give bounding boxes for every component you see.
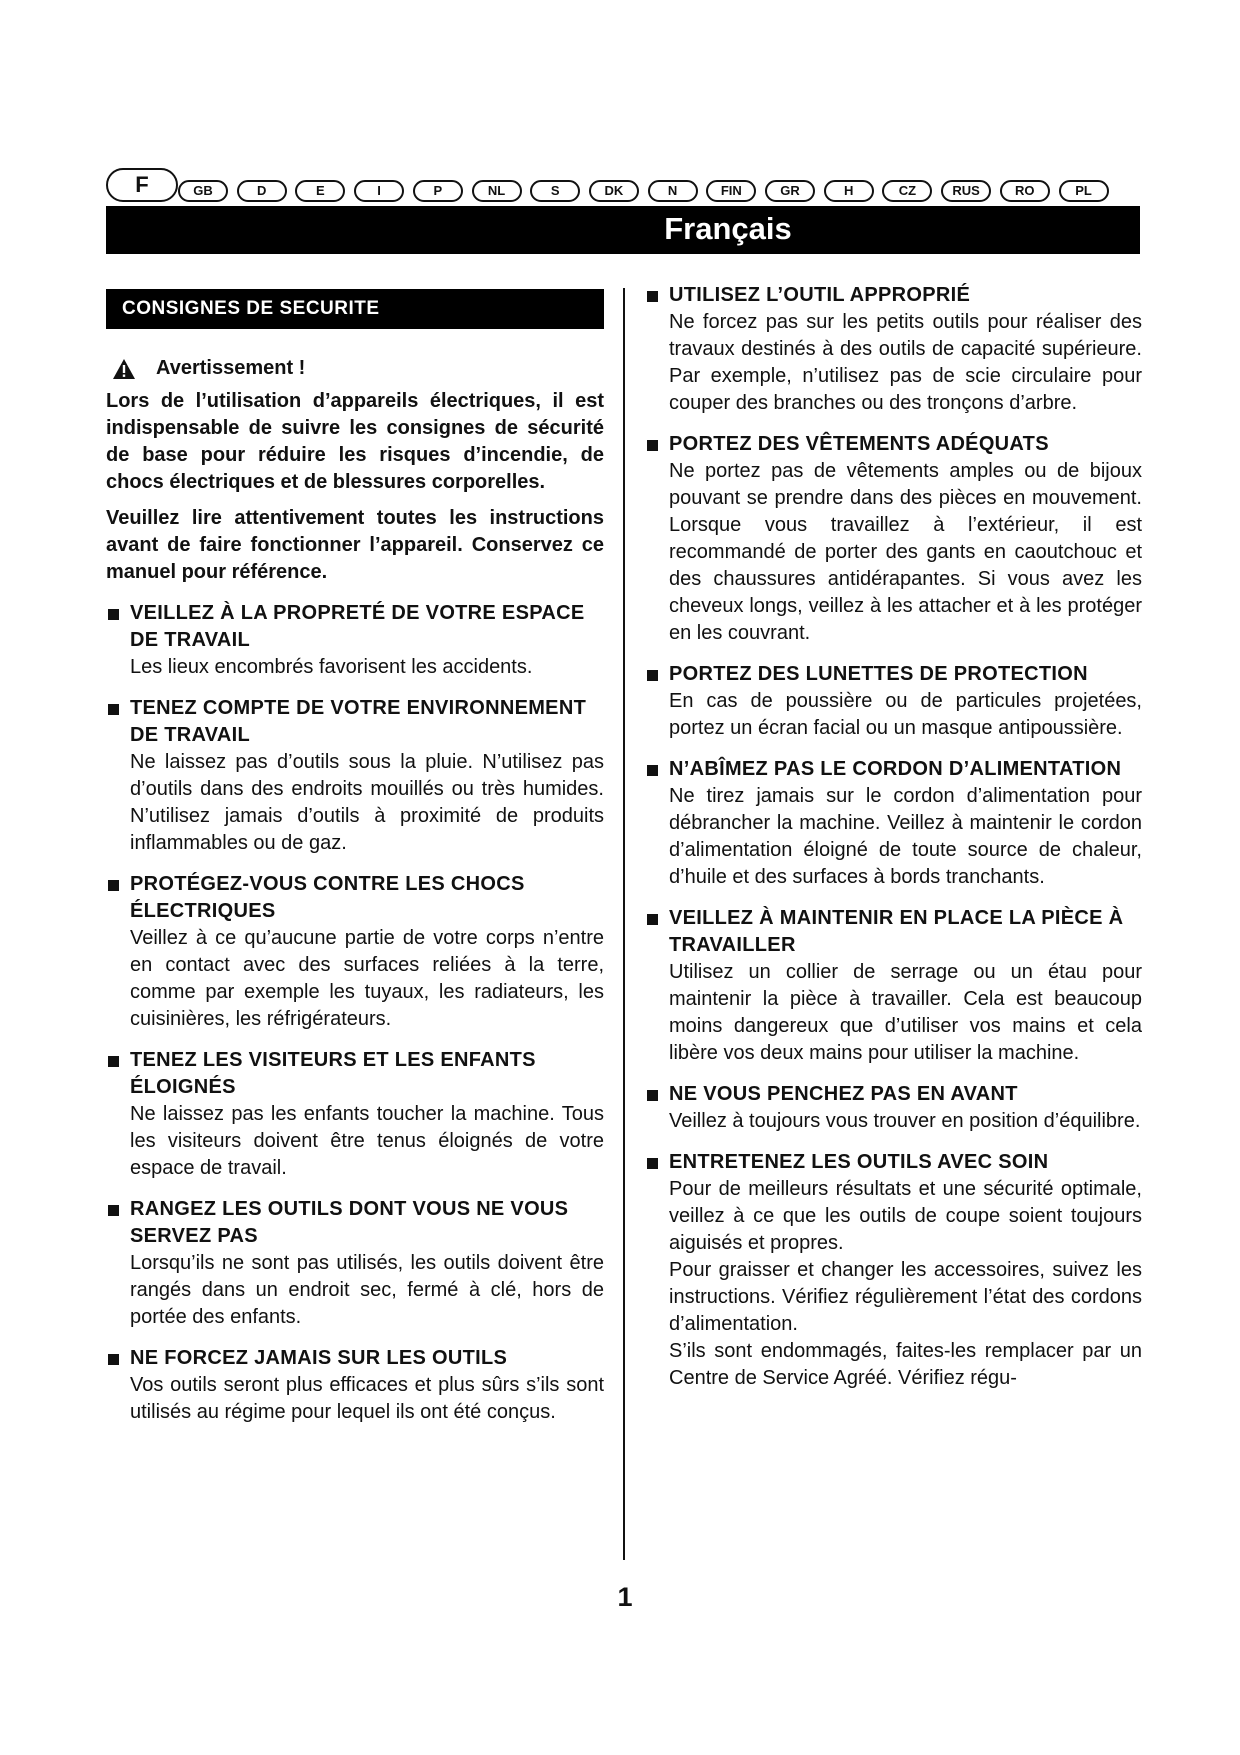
safety-item <box>645 661 1142 742</box>
safety-item-text: Veillez à ce qu’aucune partie de votre corps n’entre en contact avec des surfaces reliées à la terre, comme par exemple les tuyaux, les radiateurs, les cuisinières, les réfrigérateurs. <box>130 927 604 1030</box>
right-safety-list <box>645 282 1142 1392</box>
safety-item-heading <box>106 871 604 925</box>
language-tab-fin[interactable]: FIN <box>706 180 756 202</box>
safety-item-title: UTILISEZ L’OUTIL APPROPRIÉ <box>669 284 971 306</box>
safety-item-heading <box>645 1149 1142 1176</box>
section-title: CONSIGNES DE SECURITE <box>106 289 604 329</box>
language-tab-i[interactable]: I <box>354 180 404 202</box>
safety-item <box>645 1149 1142 1392</box>
safety-item-title: VEILLEZ À LA PROPRETÉ DE VOTRE ESPACE DE TRAVAIL <box>130 602 585 651</box>
safety-item <box>106 1345 604 1426</box>
language-tab-e[interactable]: E <box>295 180 345 202</box>
square-bullet-icon <box>647 291 658 302</box>
language-tab-h[interactable]: H <box>824 180 874 202</box>
safety-item-body <box>130 925 604 1033</box>
safety-item-text: Pour de meilleurs résultats et une sécurité optimale, veillez à ce que les outils de coupe soient toujours aiguisés et propres. <box>669 1178 1142 1254</box>
safety-item-heading <box>106 1196 604 1250</box>
language-tab-gr[interactable]: GR <box>765 180 815 202</box>
safety-item <box>645 282 1142 417</box>
safety-item-body <box>130 1372 604 1426</box>
safety-item-body <box>669 1176 1142 1392</box>
safety-item-title: ENTRETENEZ LES OUTILS AVEC SOIN <box>669 1151 1049 1173</box>
safety-item-title: TENEZ COMPTE DE VOTRE ENVIRONNEMENT DE TRAVAIL <box>130 697 587 746</box>
safety-item <box>106 871 604 1033</box>
safety-item-text: Vos outils seront plus efficaces et plus sûrs s’ils sont utilisés au régime pour lequel ils ont été conçus. <box>130 1374 604 1423</box>
right-column <box>645 282 1142 1392</box>
square-bullet-icon <box>647 440 658 451</box>
safety-item-heading <box>106 1047 604 1101</box>
left-column <box>106 289 604 1426</box>
safety-item-body <box>669 688 1142 742</box>
safety-item-title: NE VOUS PENCHEZ PAS EN AVANT <box>669 1083 1018 1105</box>
square-bullet-icon <box>108 1354 119 1365</box>
language-tab-cz[interactable]: CZ <box>882 180 932 202</box>
square-bullet-icon <box>647 765 658 776</box>
language-tab-s[interactable]: S <box>530 180 580 202</box>
safety-item-text: Les lieux encombrés favorisent les accidents. <box>130 656 533 678</box>
safety-item-title: PORTEZ DES VÊTEMENTS ADÉQUATS <box>669 433 1049 455</box>
language-banner <box>106 206 1140 254</box>
safety-item-title: TENEZ LES VISITEURS ET LES ENFANTS ÉLOIGNÉS <box>130 1049 536 1098</box>
safety-item-body <box>130 749 604 857</box>
safety-item-body <box>130 1250 604 1331</box>
square-bullet-icon <box>108 609 119 620</box>
page-number: 1 <box>617 1582 633 1612</box>
safety-item <box>645 905 1142 1067</box>
safety-item-text: En cas de poussière ou de particules projetées, portez un écran facial ou un masque antipoussière. <box>669 690 1142 739</box>
safety-item-body <box>669 783 1142 891</box>
language-tab-pl[interactable]: PL <box>1059 180 1109 202</box>
language-tab-dk[interactable]: DK <box>589 180 639 202</box>
safety-item-body <box>130 1101 604 1182</box>
safety-item-title: RANGEZ LES OUTILS DONT VOUS NE VOUS SERVEZ PAS <box>130 1198 569 1247</box>
column-divider <box>623 288 625 1560</box>
safety-item-body <box>669 309 1142 417</box>
safety-item-text: Lorsqu’ils ne sont pas utilisés, les outils doivent être rangés dans un endroit sec, fermé à clé, hors de portée des enfants. <box>130 1252 604 1328</box>
safety-item-text: Ne forcez pas sur les petits outils pour réaliser des travaux destinés à des outils de capacité supérieure. Par exemple, n’utilisez pas de scie circulaire pour couper des branches ou des tronçons d’arbre. <box>669 311 1142 414</box>
safety-item-body <box>669 1108 1142 1135</box>
square-bullet-icon <box>108 1205 119 1216</box>
safety-item-heading <box>645 431 1142 458</box>
safety-item-title: PROTÉGEZ-VOUS CONTRE LES CHOCS ÉLECTRIQUES <box>130 873 525 922</box>
language-tab-f[interactable]: F <box>106 168 178 202</box>
safety-item-text: Ne tirez jamais sur le cordon d’alimentation pour débrancher la machine. Veillez à maintenir le cordon d’alimentation éloigné de toute source de chaleur, d’huile et des surfaces à bords tranchants. <box>669 785 1142 888</box>
safety-item-heading <box>645 661 1142 688</box>
safety-item-heading <box>645 1081 1142 1108</box>
intro-paragraph: Lors de l’utilisation d’appareils électriques, il est indispensable de suivre les consignes de sécurité de base pour réduire les risques d’incendie, de chocs électriques et de blessures corporelles. <box>106 390 604 493</box>
language-tab-gb[interactable]: GB <box>178 180 228 202</box>
safety-item-heading <box>106 695 604 749</box>
safety-item <box>645 431 1142 647</box>
language-tab-d[interactable]: D <box>237 180 287 202</box>
safety-item-body <box>669 959 1142 1067</box>
language-tab-nl[interactable]: NL <box>472 180 522 202</box>
safety-item-text: Ne laissez pas d’outils sous la pluie. N’utilisez pas d’outils dans des endroits mouillés ou très humides. N’utilisez jamais d’outils à proximité de produits inflammables ou de gaz. <box>130 751 604 854</box>
square-bullet-icon <box>108 1056 119 1067</box>
safety-item-heading <box>645 905 1142 959</box>
left-safety-list <box>106 600 604 1426</box>
language-tab-p[interactable]: P <box>413 180 463 202</box>
safety-item <box>645 756 1142 891</box>
safety-item-body <box>130 654 604 681</box>
safety-item-text: Pour graisser et changer les accessoires, suivez les instructions. Vérifiez régulièrement l’état des cordons d’alimentation. <box>669 1259 1142 1335</box>
banner-title: Français <box>664 211 792 246</box>
safety-item-heading <box>645 282 1142 309</box>
square-bullet-icon <box>108 704 119 715</box>
safety-item-text: Ne laissez pas les enfants toucher la machine. Tous les visiteurs doivent être tenus éloignés de votre espace de travail. <box>130 1103 604 1179</box>
square-bullet-icon <box>647 914 658 925</box>
intro-paragraph: Veuillez lire attentivement toutes les instructions avant de faire fonctionner l’appareil. Conservez ce manuel pour référence. <box>106 507 604 583</box>
warning-heading <box>106 357 604 380</box>
safety-item <box>106 1047 604 1182</box>
warning-triangle-icon <box>112 358 136 380</box>
safety-item-body <box>669 458 1142 647</box>
language-tab-n[interactable]: N <box>648 180 698 202</box>
safety-item <box>106 1196 604 1331</box>
safety-item <box>106 600 604 681</box>
square-bullet-icon <box>647 1158 658 1169</box>
safety-item-heading <box>645 756 1142 783</box>
language-tab-ro[interactable]: RO <box>1000 180 1050 202</box>
safety-item-title: NE FORCEZ JAMAIS SUR LES OUTILS <box>130 1347 508 1369</box>
square-bullet-icon <box>647 670 658 681</box>
language-tab-rus[interactable]: RUS <box>941 180 991 202</box>
safety-item-text: Veillez à toujours vous trouver en position d’équilibre. <box>669 1110 1141 1132</box>
safety-item-text: S’ils sont endommagés, faites-les remplacer par un Centre de Service Agréé. Vérifiez régu- <box>669 1340 1142 1389</box>
safety-item <box>106 695 604 857</box>
square-bullet-icon <box>647 1090 658 1101</box>
safety-item-title: VEILLEZ À MAINTENIR EN PLACE LA PIÈCE À TRAVAILLER <box>669 907 1124 956</box>
safety-item-title: N’ABÎMEZ PAS LE CORDON D’ALIMENTATION <box>669 758 1122 780</box>
safety-item-text: Utilisez un collier de serrage ou un étau pour maintenir la pièce à travailler. Cela est beaucoup moins dangereux que d’utiliser vos mains et cela libère vos deux mains pour utiliser la machine. <box>669 961 1142 1064</box>
language-tabs <box>106 168 1140 204</box>
safety-item-title: PORTEZ DES LUNETTES DE PROTECTION <box>669 663 1088 685</box>
warning-label: Avertissement ! <box>156 357 306 379</box>
safety-item-heading <box>106 600 604 654</box>
safety-item <box>645 1081 1142 1135</box>
square-bullet-icon <box>108 880 119 891</box>
safety-item-text: Ne portez pas de vêtements amples ou de bijoux pouvant se prendre dans des pièces en mouvement. Lorsque vous travaillez à l’extérieur, il est recommandé de porter des gants en caoutchouc et des chaussures antidérapantes. Si vous avez les cheveux longs, veillez à les attacher et à les protéger en les couvrant. <box>669 460 1142 644</box>
safety-item-heading <box>106 1345 604 1372</box>
